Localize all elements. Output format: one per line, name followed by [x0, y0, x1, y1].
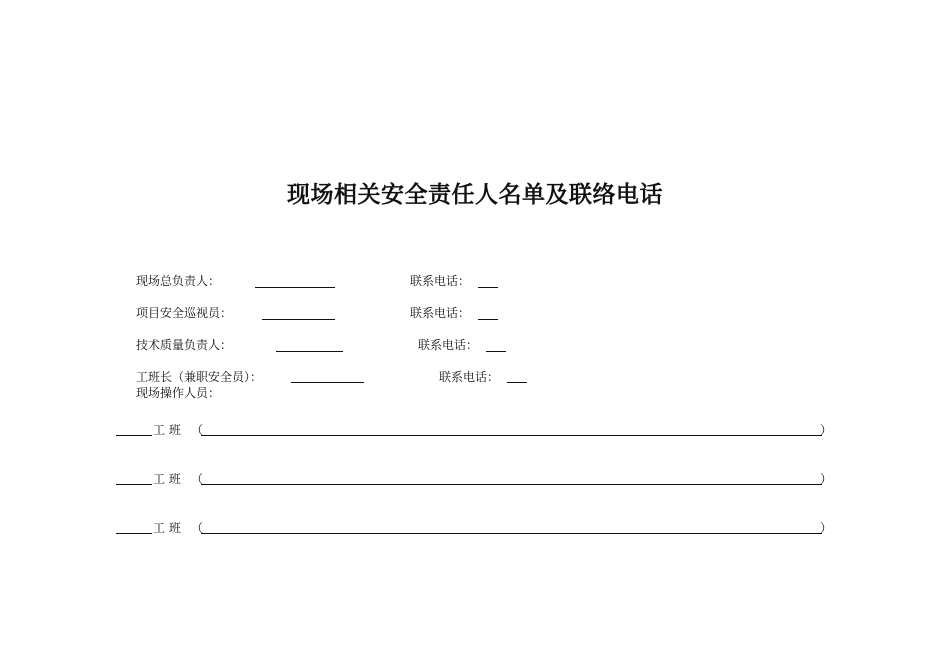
name-blank-line — [262, 319, 335, 320]
close-paren: ） — [820, 472, 833, 486]
phone-blank-line — [486, 351, 506, 352]
open-paren: （ — [191, 521, 204, 535]
name-blank-line — [291, 382, 364, 383]
open-paren: （ — [191, 472, 204, 486]
operators-label: 现场操作人员： — [136, 386, 221, 400]
role-label: 项目安全巡视员： — [136, 306, 233, 320]
members-blank-line — [201, 435, 822, 436]
crew-label: 工 班 — [153, 472, 181, 486]
name-blank-line — [276, 351, 343, 352]
role-label: 技术质量负责人： — [136, 338, 233, 352]
phone-label: 联系电话： — [410, 274, 471, 288]
crew-blank-line — [116, 435, 152, 436]
name-blank-line — [255, 287, 335, 288]
phone-blank-line — [507, 382, 527, 383]
members-blank-line — [201, 533, 822, 534]
document-title: 现场相关安全责任人名单及联络电话 — [287, 182, 663, 208]
phone-blank-line — [478, 319, 498, 320]
crew-label: 工 班 — [153, 423, 181, 437]
phone-label: 联系电话： — [410, 306, 471, 320]
phone-label: 联系电话： — [439, 370, 500, 384]
close-paren: ） — [820, 423, 833, 437]
members-blank-line — [201, 484, 822, 485]
role-label: 工班长（兼职安全员）： — [136, 370, 263, 384]
crew-label: 工 班 — [153, 521, 181, 535]
crew-blank-line — [116, 484, 152, 485]
phone-label: 联系电话： — [418, 338, 479, 352]
phone-blank-line — [478, 287, 498, 288]
close-paren: ） — [820, 521, 833, 535]
role-label: 现场总负责人： — [136, 274, 221, 288]
open-paren: （ — [191, 423, 204, 437]
crew-blank-line — [116, 533, 152, 534]
